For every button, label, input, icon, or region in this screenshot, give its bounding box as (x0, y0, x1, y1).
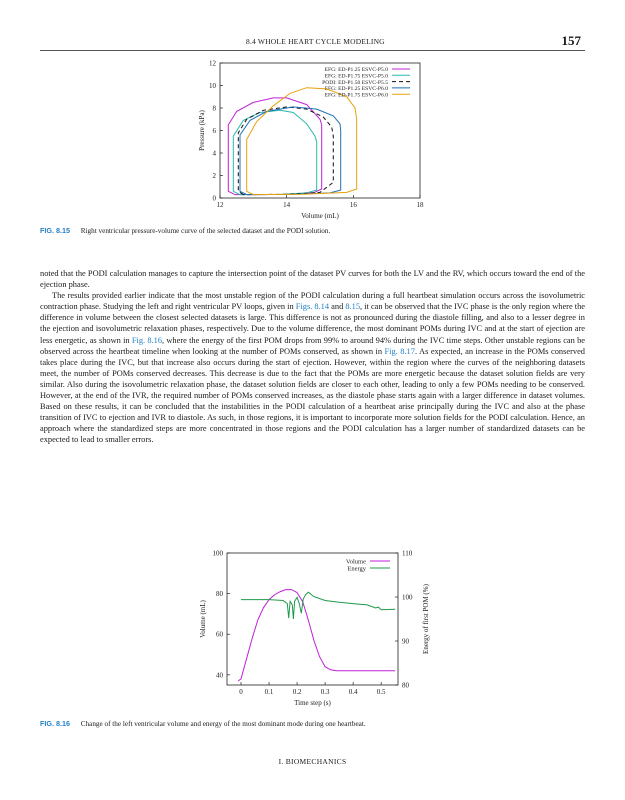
x-tick-label: 18 (416, 201, 424, 209)
page-number: 157 (561, 33, 581, 48)
legend-label: EFG: ED-P1.25 ESVC-P5.0 (324, 67, 388, 74)
figure-8-15-caption-text: Right ventricular pressure-volume curve of the selected dataset and the PODI solution. (80, 227, 331, 235)
legend-label: EFG: ED-P1.25 ESVC-P6.0 (324, 86, 388, 93)
y-tick-label: 6 (212, 127, 216, 135)
series-line-4 (240, 107, 341, 195)
legend-label: EFG: ED-P1.75 ESVC-P5.0 (324, 73, 388, 80)
y2-tick-label: 110 (402, 549, 413, 558)
xref-fig-8-17[interactable]: Fig. 8.17 (384, 346, 415, 356)
xref-figs-8-14[interactable]: Figs. 8.14 (295, 302, 330, 312)
page-footer: I. BIOMECHANICS (278, 757, 347, 766)
y2-tick-label: 90 (402, 637, 409, 646)
y-tick-label: 80 (216, 590, 223, 599)
xref-fig-8-16[interactable]: Fig. 8.16 (131, 335, 163, 345)
figure-8-16-caption-text: Change of the left ventricular volume and energy of the most dominant mode during one heartbeat. (80, 720, 366, 728)
x-axis-label: Time step (s) (294, 699, 331, 707)
y2-tick-label: 80 (402, 681, 409, 690)
x-tick-label: 14 (283, 201, 291, 209)
x-tick-label: 0.2 (292, 688, 302, 696)
x-axis-label: Volume (mL) (301, 212, 339, 220)
paragraph-1: noted that the PODI calculation manages to capture the intersection point of the dataset PV curves for both the LV and the RV, which occurs toward the end of the ejection phase. (40, 269, 585, 290)
legend-label: Energy (347, 565, 366, 573)
x-tick-label: 0.3 (320, 688, 330, 696)
x-tick-label: 0 (239, 688, 243, 696)
legend-label: EFG: ED-P1.75 ESVC-P6.0 (324, 92, 388, 99)
legend-label: PODI: ED-P1.50 ESVC-P5.5 (322, 79, 388, 86)
x-tick-label: 0.5 (376, 688, 386, 696)
y-tick-label: 2 (212, 172, 216, 180)
y-tick-label: 0 (212, 194, 216, 203)
y-tick-label: 12 (209, 59, 216, 68)
y-tick-label: 8 (212, 104, 216, 113)
page-header (40, 34, 585, 50)
figure-8-15-caption (40, 226, 330, 236)
x-tick-label: 0.4 (348, 688, 358, 696)
y-axis-label: Pressure (kPa) (198, 110, 206, 151)
volume-energy-chart (195, 545, 440, 715)
x-tick-label: 12 (216, 201, 224, 209)
figure-8-16-label: FIG. 8.16 (40, 719, 70, 728)
y-tick-label: 40 (216, 671, 223, 680)
y-axis-label: Volume (mL) (199, 600, 207, 638)
pv-loop-chart (195, 55, 455, 220)
figure-8-16-caption (40, 719, 366, 729)
figure-8-15-label: FIG. 8.15 (40, 226, 70, 235)
y2-axis-label: Energy of first POM (%) (422, 584, 430, 654)
series-line-energy (241, 592, 395, 619)
plot-frame (227, 553, 398, 685)
y-tick-label: 4 (212, 149, 216, 158)
series-line-3 (238, 107, 333, 195)
y-tick-label: 100 (212, 549, 223, 558)
header-rule (40, 50, 585, 51)
xref-fig-8-15[interactable]: 8.15 (345, 302, 361, 312)
x-tick-label: 0.1 (264, 688, 274, 696)
series-line-volume (238, 590, 395, 681)
x-tick-label: 16 (349, 201, 357, 209)
series-line-1 (228, 98, 321, 195)
y-tick-label: 10 (209, 82, 216, 90)
plot-frame (220, 63, 420, 198)
y2-tick-label: 100 (402, 593, 413, 602)
body-text (40, 268, 585, 446)
legend-label: Volume (345, 558, 366, 566)
running-head: 8.4 WHOLE HEART CYCLE MODELING (246, 37, 385, 46)
y-tick-label: 60 (216, 630, 223, 639)
paragraph-2: The results provided earlier indicate that the most unstable region of the PODI calculation during a full heartbeat simulation occurs across the isovolumetric contraction phase. Studying the left and right ventricular PV loops, given in Figs. 8.14 and 8.15, it can be observed that the IVC phase is the only region where the difference in volume between the closest selected datasets is large. This difference is not as pronounced during the diastole filling, and also to a lesser degree in the ejection and isovolumetric relaxation phases, respectively. Due to the volume difference, the most dominant POMs during IVC and at the start of ejection are less energetic, as shown in Fig. 8.16, where the energy of the first POM drops from 99% to around 94% during the IVC time steps. Other unstable regions can be observed across the heartbeat timeline when looking at the number of POMs conserved, as shown in Fig. 8.17. As expected, an increase in the POMs conserved takes place during the IVC, but that increase also occurs during the start of ejection. However, within the region where the curves of the neighboring datasets meet, the number of POMs conserved decreases. This decrease is due to the fact that the POMs are more energetic because the dataset solution fields are very similar. Also during the isovolumetric relaxation phase, the dataset solution fields are closer to each other, leading to only a few POMs needing to be conserved. However, at the end of the IVR, the required number of POMs conserved increases, as the diastole phase starts again with a larger difference in dataset volumes. Based on these results, it can be concluded that the instabilities in the PODI calculation of a heartbeat arise principally during the IVC and also at the phase transition of IVC to ejection and IVR to diastole. As such, in those regions, it is important to incorporate more solution fields for the PODI calculation. Hence, an approach where the standardized steps are more concentrated in those regions and the PODI calculation has a larger number of standardized datasets can be expected to lead to smaller errors. (40, 291, 585, 445)
series-line-2 (233, 110, 316, 194)
